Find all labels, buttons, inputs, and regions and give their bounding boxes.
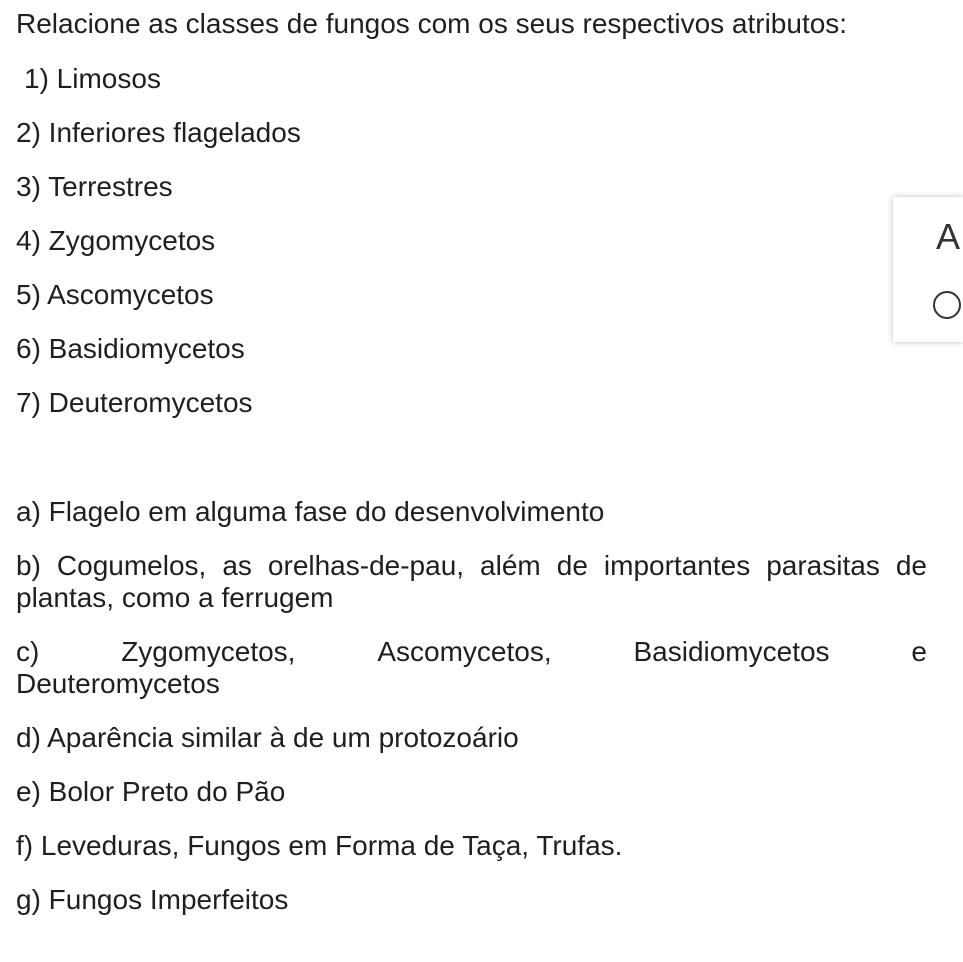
side-card[interactable]: [893, 197, 963, 342]
class-item-1: 1) Limosos: [24, 63, 161, 94]
attribute-a: a) Flagelo em alguma fase do desenvolvimento: [16, 496, 605, 527]
attribute-g: g) Fungos Imperfeitos: [16, 884, 289, 915]
class-list: [16, 63, 927, 419]
question-intro: Relacione as classes de fungos com os seus respectivos atributos:: [16, 8, 848, 39]
attribute-c-line: [16, 636, 927, 668]
attribute-c-part: c): [16, 636, 40, 667]
attribute-f: f) Leveduras, Fungos em Forma de Taça, Trufas.: [16, 830, 623, 861]
class-item-3: 3) Terrestres: [16, 171, 173, 202]
attribute-list: [16, 496, 927, 916]
attribute-c-part: Ascomycetos,: [377, 636, 552, 667]
circle-icon[interactable]: [933, 291, 961, 319]
side-card-glyph: A: [936, 216, 961, 257]
question-content: [16, 8, 927, 916]
attribute-d: d) Aparência similar à de um protozoário: [16, 722, 519, 753]
attribute-c-part: e: [911, 636, 927, 667]
attribute-c-part: Zygomycetos,: [121, 636, 296, 667]
class-item-6: 6) Basidiomycetos: [16, 333, 245, 364]
attribute-c: [16, 636, 927, 700]
class-item-4: 4) Zygomycetos: [16, 225, 216, 256]
class-item-2: 2) Inferiores flagelados: [16, 117, 301, 148]
attribute-c-tail: Deuteromycetos: [16, 668, 220, 699]
class-item-5: 5) Ascomycetos: [16, 279, 214, 310]
class-item-7: 7) Deuteromycetos: [16, 387, 253, 418]
attribute-c-part: Basidiomycetos: [633, 636, 830, 667]
attribute-e: e) Bolor Preto do Pão: [16, 776, 286, 807]
attribute-b: b) Cogumelos, as orelhas-de-pau, além de importantes parasitas de plantas, como a ferrugem: [16, 550, 927, 613]
